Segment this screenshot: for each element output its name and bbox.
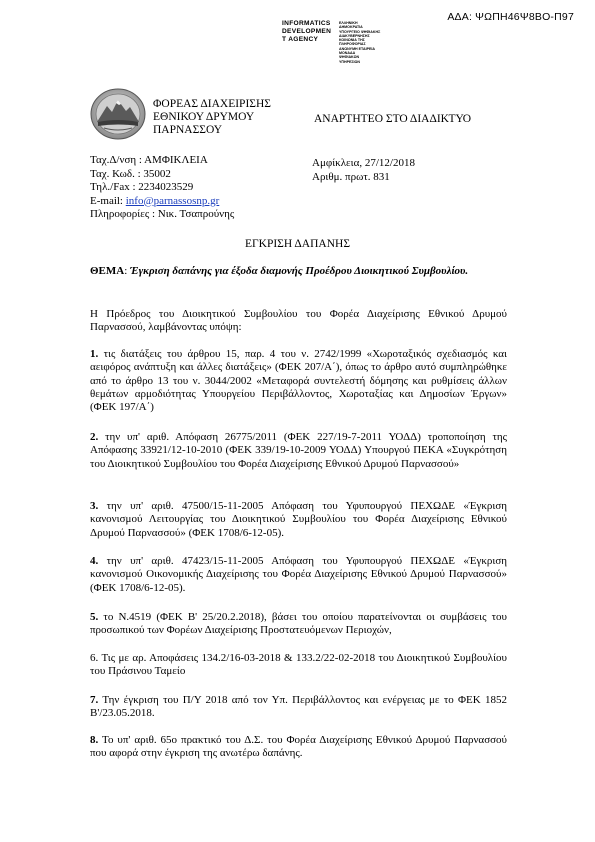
list-item [90, 348, 507, 414]
stamp-agency-name: INFORMATICS DEVELOPMEN T AGENCY [282, 20, 332, 43]
subject-separator: : [124, 265, 128, 277]
email-link[interactable]: info@parnassosnp.gr [125, 194, 220, 207]
email-label: E-mail: [90, 194, 123, 207]
date-protocol [312, 157, 415, 184]
list-item [90, 734, 507, 761]
item-number: 4. [90, 555, 99, 567]
document-title: ΕΓΚΡΙΣΗ ΔΑΠΑΝΗΣ [244, 238, 351, 250]
item-text: την υπ' αριθ. 47423/15-11-2005 Απόφαση του Υφυπουργού ΠΕΧΩΔΕ «Έγκριση κανονισμού Οικονομικής Διαχείρισης του Φορέα Διαχείρισης Εθνικού Δρυμού Παρνασσού» (ΦΕΚ 1708/6-12-05). [90, 555, 507, 594]
informatics-agency-stamp [282, 20, 382, 64]
sender-address: Ταχ.Δ/νση : ΑΜΦΙΚΛΕΙΑ [90, 154, 208, 166]
list-item [90, 694, 507, 721]
sender-postcode: Ταχ. Κωδ. : 35002 [90, 167, 171, 180]
list-item [90, 555, 507, 595]
list-item [90, 431, 507, 471]
sender-details [90, 154, 234, 222]
item-number: 2. [90, 431, 99, 443]
item-number: 1. [90, 348, 99, 360]
item-text: τις διατάξεις του άρθρου 15, παρ. 4 του ν. 2742/1999 «Χωροταξικός σχεδιασμός και αειφόρος ανάπτυξη και άλλες διατάξεις» (ΦΕΚ 207/Α΄), όπως το άρθρο αυτό συμπληρώθηκε από το άρθρο 13 του ν. 3044/2002 «Μεταφορά συντελεστή δόμησης και ρυθμίσεις άλλων θεμάτων αρμοδιότητας Υπουργείου Περιβάλλοντος, Χωροταξίας και Δημοσίων Έργων» (ΦΕΚ 197/Α΄) [90, 348, 507, 414]
item-text: 6. Τις με αρ. Αποφάσεις 134.2/16-03-2018 & 133.2/22-02-2018 του Διοικητικού Συμβουλίου του Πράσινου Ταμείο [90, 652, 507, 678]
item-text: την υπ' αριθ. 47500/15-11-2005 Απόφαση του Υφυπουργού ΠΕΧΩΔΕ «Έγκριση κανονισμού Λειτουργίας του Διοικητικού Συμβουλίου του Φορέα Διαχείρισης Εθνικού Δρυμού Παρνασσού» (ΦΕΚ 1708/6-12-05). [90, 500, 507, 539]
item-text: Την έγκριση του Π/Υ 2018 από τον Υπ. Περιβάλλοντος και ενέργειας με το ΦΕΚ 1852 Β'/23.05.2018. [90, 694, 507, 720]
item-text: την υπ' αριθ. Απόφαση 26775/2011 (ΦΕΚ 227/19-7-2011 ΥΟΔΔ) τροποποίηση της Απόφασης 33921/12-10-2010 (ΦΕΚ 339/19-10-2009 ΥΟΔΔ) Υπουργού ΠΕΚΑ «Συγκρότηση του Διοικητικού Συμβουλίου του Φορέα Διαχείρισης Εθνικού Δρυμού Παρνασσού» [90, 431, 507, 470]
mountain-seal-icon [90, 88, 146, 140]
sender-phone: Τηλ./Fax : 2234023529 [90, 181, 194, 193]
item-text: Το υπ' αριθ. 65ο πρακτικό του Δ.Σ. του Φορέα Διαχείρισης Εθνικού Δρυμού Παρνασσού που αφορά στην έγκριση της ανωτέρω δαπάνης. [90, 734, 507, 760]
sender-info: Πληροφορίες : Νικ. Τσαπρούνης [90, 208, 235, 220]
protocol-number: Αριθμ. πρωτ. 831 [312, 170, 390, 183]
post-online-notice: ΑΝΑΡΤΗΤΕΟ ΣΤΟ ΔΙΑΔΙΚΤΥΟ [314, 113, 472, 125]
list-item [90, 652, 507, 679]
list-item [90, 500, 507, 540]
subject-text: Έγκριση δαπάνης για έξοδα διαμονής Προέδρου Διοικητικού Συμβουλίου. [127, 265, 469, 277]
list-item [90, 611, 507, 638]
intro-paragraph: Η Πρόεδρος του Διοικητικού Συμβουλίου του Φορέα Διαχείρισης Εθνικού Δρυμού Παρνασσού, λαμβάνοντας υπόψη: [90, 308, 507, 334]
ada-code: ΑΔΑ: ΨΩΠΗ46Ψ8ΒΟ-Π97 [447, 11, 574, 23]
item-number: 5. [90, 611, 99, 623]
sender-email-line [90, 195, 234, 209]
subject-label: ΘΕΜΑ [90, 265, 125, 277]
item-number: 7. [90, 694, 99, 706]
park-logo [90, 88, 146, 140]
item-text: το Ν.4519 (ΦΕΚ Β' 25/20.2.2018), βάσει του οποίου παρατείνονται οι συμβάσεις του προσωπικού των Φορέων Διαχείρισης Προστατευόμενων Περιοχών, [90, 611, 507, 637]
stamp-ministry-text: ΕΛΛΗΝΙΚΗ ΔΗΜΟΚΡΑΤΙΑ ΥΠΟΥΡΓΕΙΟ ΨΗΦΙΑΚΗΣ ΔΙΑΚΥΒΕΡΝΗΣΗΣ ΚΟΙΝΩΝΙΑ ΤΗΣ ΠΛΗΡΟΦΟΡΙΑΣ ΑΝΩΝΥΜΗ ΕΤΑΙΡΕΙΑ ΜΟΝΑΔΑ ΨΗΦΙΑΚΩΝ ΥΠΗΡΕΣΙΩΝ [339, 21, 381, 64]
item-number: 8. [90, 734, 99, 746]
subject-paragraph [90, 265, 507, 278]
item-number: 3. [90, 500, 99, 512]
document-date: Αμφίκλεια, 27/12/2018 [312, 157, 415, 169]
organization-name: ΦΟΡΕΑΣ ΔΙΑΧΕΙΡΙΣΗΣ ΕΘΝΙΚΟΥ ΔΡΥΜΟΥ ΠΑΡΝΑΣΣΟΥ [153, 98, 271, 136]
